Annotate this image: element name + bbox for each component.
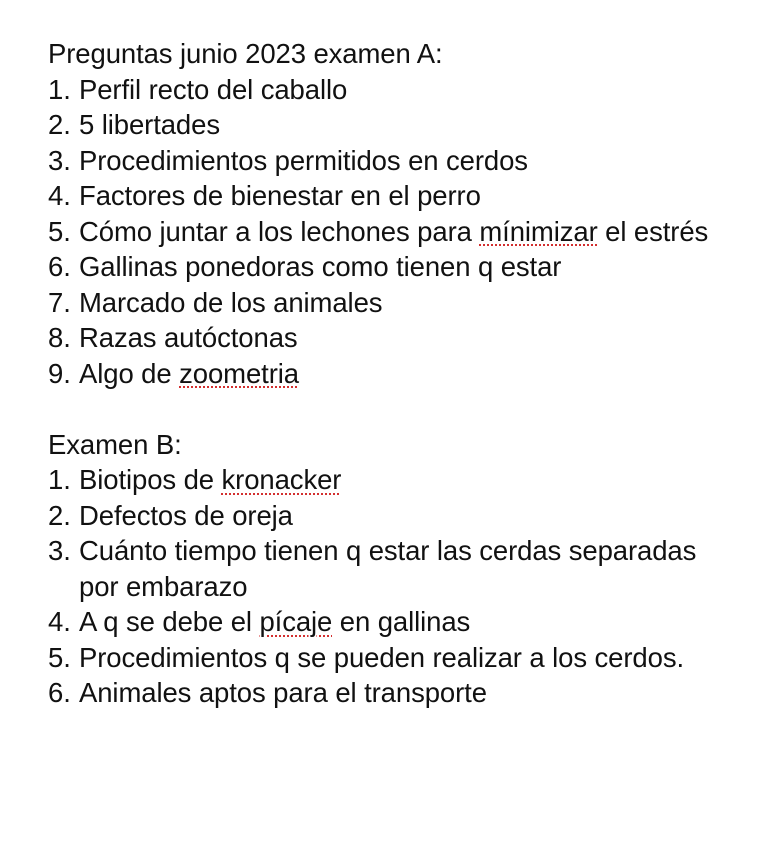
- item-text: Defectos de oreja: [79, 499, 293, 531]
- list-item: [48, 498, 738, 534]
- item-number: 2.: [48, 499, 71, 531]
- item-text: Perfil recto del caballo: [79, 73, 348, 105]
- item-number: 7.: [48, 286, 71, 318]
- item-text: [79, 356, 738, 392]
- list-item: [48, 604, 738, 640]
- item-number: 6.: [48, 251, 71, 282]
- spellcheck-flagged-word[interactable]: kronacker: [221, 464, 342, 495]
- item-text: Procedimientos permitidos en cerdos: [79, 144, 528, 176]
- list-item: [48, 356, 738, 392]
- item-number: 1.: [48, 73, 71, 105]
- item-text: Animales aptos para el transporte: [79, 677, 487, 708]
- list-item: [48, 320, 738, 356]
- exam-a-heading: Preguntas junio 2023 examen A:: [48, 38, 443, 69]
- item-text-part: el estrés: [597, 215, 709, 247]
- list-item: [48, 143, 738, 179]
- item-text-part: Biotipos de: [79, 464, 222, 495]
- spellcheck-flagged-word[interactable]: pícaje: [259, 606, 333, 637]
- list-item: [48, 285, 738, 321]
- item-text: Marcado de los animales: [79, 286, 383, 318]
- item-number: 5.: [48, 641, 71, 673]
- item-text-part: Algo de: [79, 357, 180, 389]
- item-text: Gallinas ponedoras como tienen q estar: [79, 251, 562, 282]
- item-text: Factores de bienestar en el perro: [79, 180, 481, 211]
- item-number: 3.: [48, 535, 71, 566]
- spellcheck-flagged-word[interactable]: mínimizar: [479, 215, 598, 247]
- item-text: [79, 604, 738, 640]
- list-item: [48, 533, 738, 604]
- blank-line: [48, 391, 738, 427]
- item-number: 4.: [48, 180, 71, 211]
- item-number: 3.: [48, 144, 71, 176]
- item-text: Procedimientos q se pueden realizar a los cerdos.: [79, 641, 685, 673]
- item-text: Razas autóctonas: [79, 322, 298, 353]
- item-text: 5 libertades: [79, 109, 220, 140]
- list-item: [48, 214, 738, 250]
- list-item: [48, 72, 738, 108]
- list-item: [48, 107, 738, 143]
- list-item: [48, 462, 738, 498]
- item-number: 9.: [48, 357, 71, 389]
- item-text-part: en gallinas: [332, 606, 471, 637]
- item-number: 2.: [48, 109, 71, 140]
- item-text-part: A q se debe el: [79, 606, 260, 637]
- exam-b-heading: Examen B:: [48, 428, 182, 460]
- list-item: [48, 675, 738, 711]
- item-number: 1.: [48, 464, 71, 495]
- spellcheck-flagged-word[interactable]: zoometria: [179, 357, 299, 389]
- item-text-part: Cómo juntar a los lechones para: [79, 215, 480, 247]
- item-number: 8.: [48, 322, 71, 353]
- note-document: [48, 36, 738, 711]
- item-text: [79, 462, 738, 498]
- list-item: [48, 640, 738, 676]
- item-number: 4.: [48, 606, 71, 637]
- list-item: [48, 249, 738, 285]
- item-number: 6.: [48, 677, 71, 708]
- list-item: [48, 178, 738, 214]
- item-text: Cuánto tiempo tienen q estar las cerdas separadas por embarazo: [79, 535, 697, 602]
- item-number: 5.: [48, 215, 71, 247]
- item-text: [79, 214, 738, 250]
